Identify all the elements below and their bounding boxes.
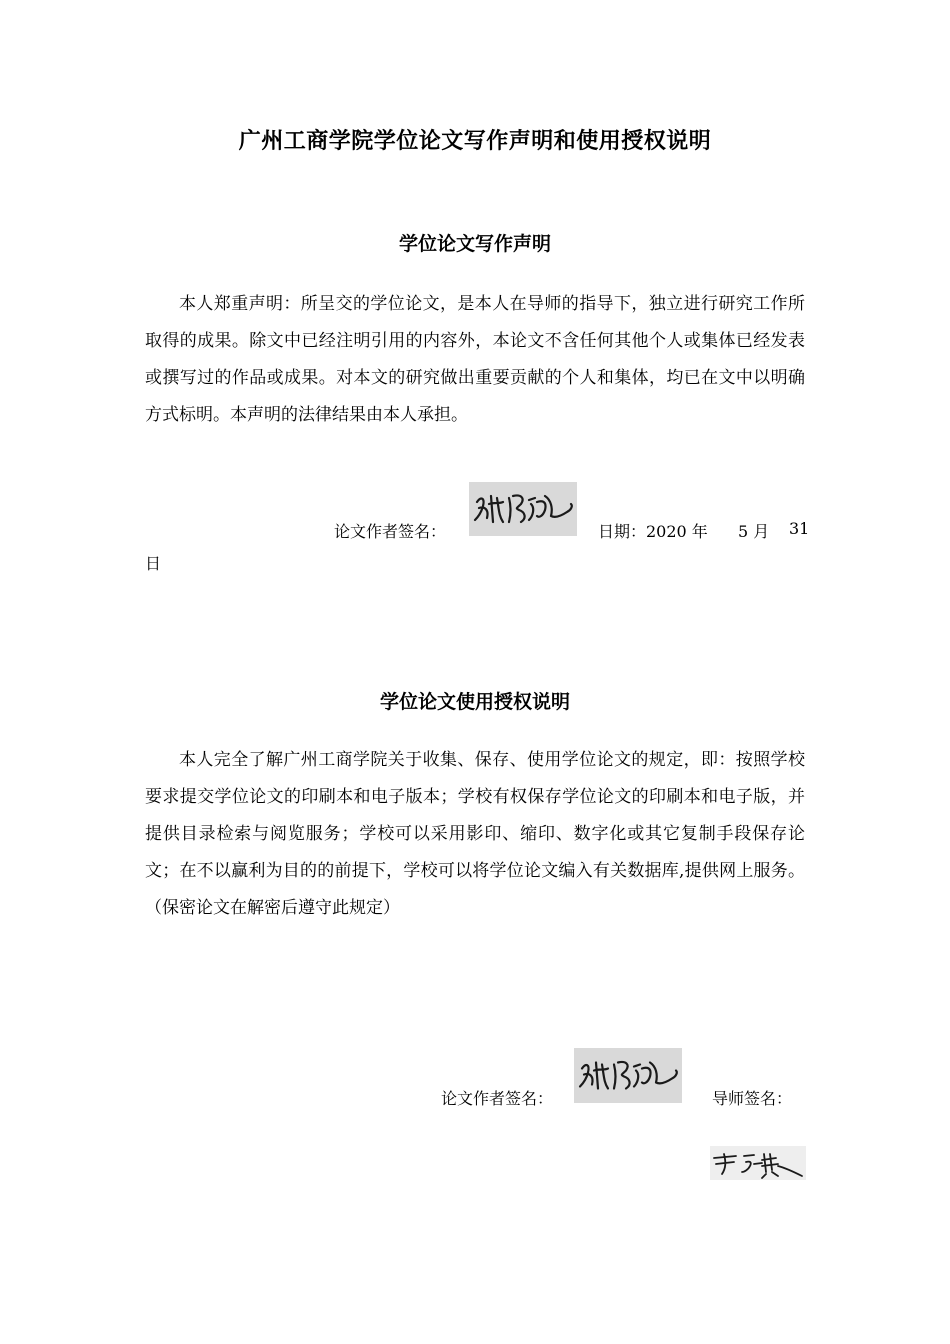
author-signature-handwriting bbox=[469, 482, 577, 536]
authorization-author-signature-handwriting bbox=[574, 1048, 682, 1103]
author-signature-image bbox=[469, 482, 577, 536]
authorization-author-signature-image bbox=[574, 1048, 682, 1103]
declaration-heading: 学位论文写作声明 bbox=[398, 233, 551, 255]
mentor-signature-handwriting bbox=[710, 1146, 806, 1180]
authorization-mentor-signature-label: 导师签名： bbox=[712, 1089, 793, 1108]
declaration-date-month: 5 月 bbox=[738, 522, 770, 541]
authorization-heading: 学位论文使用授权说明 bbox=[379, 691, 570, 713]
document-title: 广州工商学院学位论文写作声明和使用授权说明 bbox=[238, 129, 712, 154]
authorization-author-signature-label: 论文作者签名： bbox=[441, 1089, 554, 1108]
mentor-signature-image bbox=[710, 1146, 806, 1180]
declaration-date-day-suffix: 日 bbox=[145, 554, 162, 573]
authorization-body: 本人完全了解广州工商学院关于收集、保存、使用学位论文的规定，即：按照学校要求提交学位论文的印刷本和电子版本；学校有权保存学位论文的印刷本和电子版，并提供目录检索与阅览服务；学校可以采用影印、缩印、数字化或其它复制手段保存论文；在不以赢利为目的的前提下，学校可以将学位论文编入有关数据库,提供网上服务。（保密论文在解密后遵守此规定） bbox=[145, 750, 805, 918]
declaration-signature-label: 论文作者签名： bbox=[334, 522, 447, 541]
declaration-date-label: 日期：2020 年 bbox=[598, 522, 708, 541]
declaration-date-day: 31 bbox=[789, 519, 810, 538]
declaration-body: 本人郑重声明：所呈交的学位论文，是本人在导师的指导下，独立进行研究工作所取得的成果。除文中已经注明引用的内容外，本论文不含任何其他个人或集体已经发表或撰写过的作品或成果。对本文的研究做出重要贡献的个人和集体，均已在文中以明确方式标明。本声明的法律结果由本人承担。 bbox=[145, 294, 805, 425]
